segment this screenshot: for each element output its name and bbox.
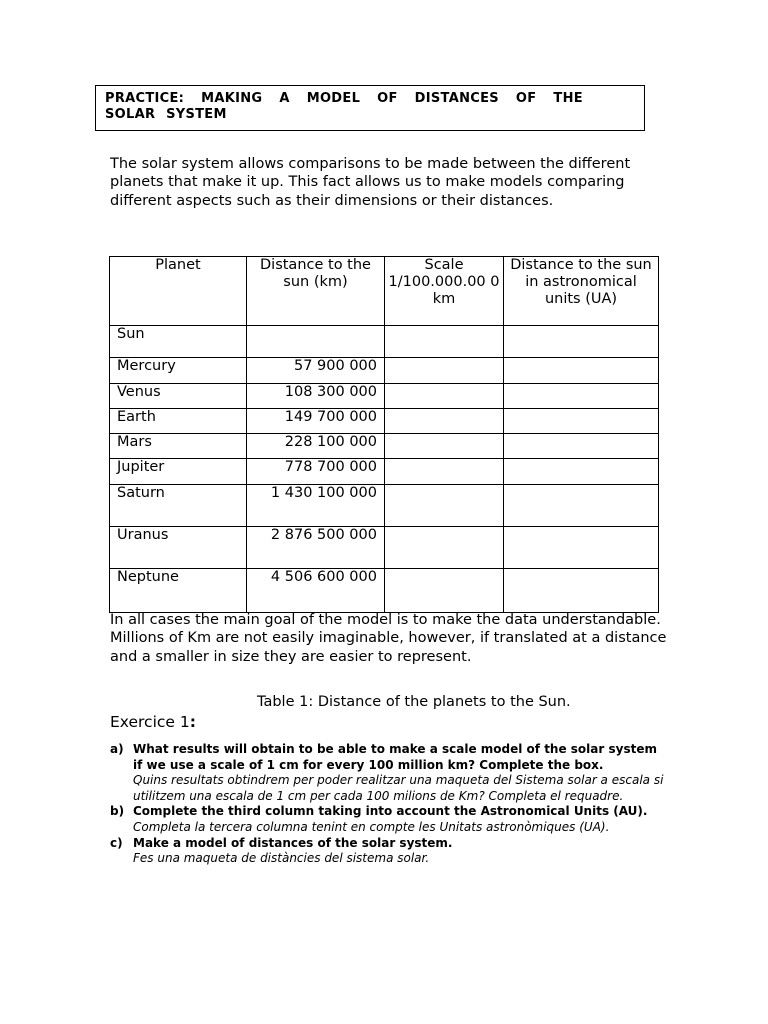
outro-text bbox=[110, 611, 670, 666]
planet-cell: Neptune bbox=[110, 569, 247, 613]
list-item bbox=[110, 836, 670, 867]
task-english: Complete the third column taking into account the Astronomical Units (AU). bbox=[133, 804, 648, 819]
planet-cell: Venus bbox=[110, 384, 247, 409]
table-row bbox=[110, 459, 659, 485]
title-word: PRACTICE: bbox=[105, 91, 185, 106]
task-english: Make a model of distances of the solar system. bbox=[133, 835, 453, 850]
outro-paragraph-1: In all cases the main goal of the model is to make the data understandable. bbox=[110, 612, 661, 628]
exercise-task-list bbox=[110, 742, 670, 867]
table-row bbox=[110, 358, 659, 384]
exercise-title: Exercice 1 bbox=[110, 713, 190, 731]
distance-cell: 149 700 000 bbox=[247, 409, 385, 434]
au-cell bbox=[504, 485, 659, 527]
scale-cell bbox=[385, 409, 504, 434]
table-row bbox=[110, 434, 659, 459]
exercise-heading bbox=[110, 713, 196, 731]
au-cell bbox=[504, 527, 659, 569]
au-cell bbox=[504, 358, 659, 384]
title-word: THE bbox=[553, 91, 583, 106]
planet-cell: Mercury bbox=[110, 358, 247, 384]
title-word: MAKING bbox=[201, 91, 263, 106]
scale-cell bbox=[385, 384, 504, 409]
task-english: What results will obtain to be able to make a scale model of the solar system if we use a scale of 1 cm for every 100 million km? Complete the box. bbox=[133, 742, 657, 772]
planet-cell: Jupiter bbox=[110, 459, 247, 485]
au-cell bbox=[504, 384, 659, 409]
au-cell bbox=[504, 459, 659, 485]
scale-cell bbox=[385, 326, 504, 358]
table-header-row bbox=[110, 257, 659, 326]
planet-cell: Earth bbox=[110, 409, 247, 434]
distance-cell: 2 876 500 000 bbox=[247, 527, 385, 569]
task-catalan: Fes una maqueta de distàncies del sistema solar. bbox=[133, 851, 430, 866]
distance-cell bbox=[247, 326, 385, 358]
distance-cell: 1 430 100 000 bbox=[247, 485, 385, 527]
scale-cell bbox=[385, 459, 504, 485]
planet-cell: Sun bbox=[110, 326, 247, 358]
distance-cell: 228 100 000 bbox=[247, 434, 385, 459]
list-item bbox=[110, 742, 670, 804]
title-word: A bbox=[279, 91, 290, 106]
planet-distance-table bbox=[109, 256, 659, 613]
item-marker: a) bbox=[110, 742, 124, 756]
scale-cell bbox=[385, 527, 504, 569]
distance-cell: 108 300 000 bbox=[247, 384, 385, 409]
list-item bbox=[110, 804, 670, 835]
task-catalan: Completa la tercera columna tenint en compte les Unitats astronòmiques (UA). bbox=[133, 819, 610, 834]
title-word: OF bbox=[377, 91, 398, 106]
item-marker: c) bbox=[110, 835, 123, 850]
intro-paragraph: The solar system allows comparisons to be made between the different planets that make it up. This fact allows us to make models comparing different aspects such as their dimensions or their distances. bbox=[110, 156, 631, 209]
outro-paragraph-2: Millions of Km are not easily imaginable, however, if translated at a distance and a smaller in size they are easier to represent. bbox=[110, 630, 667, 665]
table-row bbox=[110, 569, 659, 613]
header-distance: Distance to the sun (km) bbox=[247, 257, 385, 326]
title-line-2: SOLAR SYSTEM bbox=[105, 107, 227, 122]
distance-cell: 57 900 000 bbox=[247, 358, 385, 384]
distance-cell: 778 700 000 bbox=[247, 459, 385, 485]
scale-cell bbox=[385, 358, 504, 384]
title-word: OF bbox=[515, 91, 537, 106]
au-cell bbox=[504, 326, 659, 358]
au-cell bbox=[504, 409, 659, 434]
distance-cell: 4 506 600 000 bbox=[247, 569, 385, 613]
exercise-colon: : bbox=[189, 713, 196, 731]
table-row bbox=[110, 384, 659, 409]
planet-cell: Uranus bbox=[110, 527, 247, 569]
table-row bbox=[110, 527, 659, 569]
title-line-1 bbox=[105, 91, 583, 107]
title-word: DISTANCES bbox=[414, 91, 499, 106]
au-cell bbox=[504, 434, 659, 459]
table-row bbox=[110, 326, 659, 358]
au-cell bbox=[504, 569, 659, 613]
task-catalan: Quins resultats obtindrem per poder realitzar una maqueta del Sistema solar a escala si utilitzem una escala de 1 cm per cada 100 milions de Km? Completa el requadre. bbox=[133, 773, 664, 803]
scale-cell bbox=[385, 569, 504, 613]
header-planet: Planet bbox=[110, 257, 247, 326]
planet-cell: Saturn bbox=[110, 485, 247, 527]
scale-cell bbox=[385, 485, 504, 527]
worksheet-title bbox=[95, 85, 645, 131]
title-word: MODEL bbox=[306, 91, 361, 106]
table-caption: Table 1: Distance of the planets to the Sun. bbox=[257, 694, 571, 710]
header-au: Distance to the sun in astronomical units (UA) bbox=[504, 257, 659, 326]
scale-cell bbox=[385, 434, 504, 459]
table-row bbox=[110, 485, 659, 527]
item-marker: b) bbox=[110, 804, 125, 819]
table-row bbox=[110, 409, 659, 434]
planet-cell: Mars bbox=[110, 434, 247, 459]
header-scale: Scale 1/100.000.00 0 km bbox=[385, 257, 504, 326]
